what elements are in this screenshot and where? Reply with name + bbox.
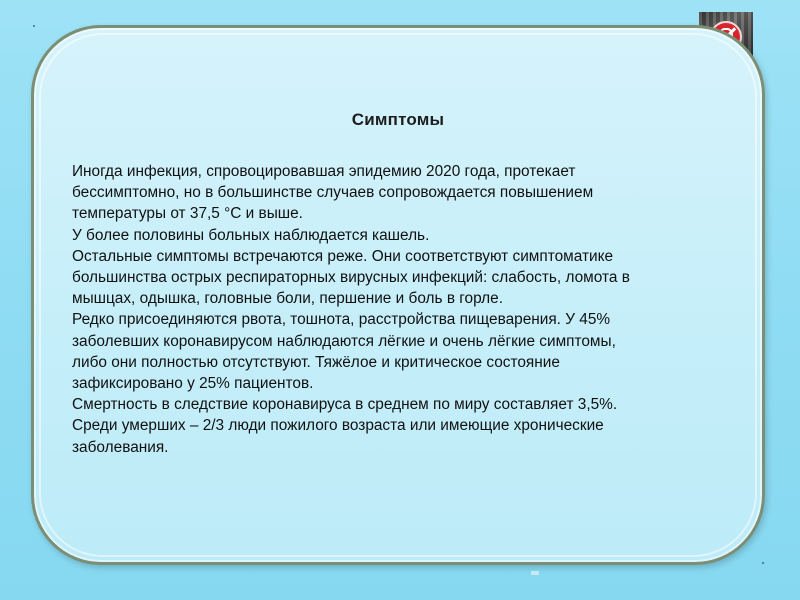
text-line: Смертность в следствие коронавируса в среднем по миру составляет 3,5%. [72, 396, 618, 414]
decorative-mark [531, 571, 539, 575]
text-line: Среди умерших – 2/3 люди пожилого возраста или имеющие хронические [72, 417, 604, 435]
symptoms-text [72, 161, 732, 458]
text-line: заболевания. [72, 438, 169, 456]
slide-title: Симптомы [351, 110, 445, 129]
text-line: заболевших коронавирусом наблюдаются лёгкие и очень лёгкие симптомы, [72, 332, 616, 350]
text-line: зафиксировано у 25% пациентов. [72, 375, 314, 393]
text-line: мышцах, одышка, головные боли, першение и боль в горле. [72, 290, 503, 308]
text-line: температуры от 37,5 °C и выше. [72, 205, 303, 223]
decorative-dot [762, 562, 764, 564]
text-line: Редко присоединяются рвота, тошнота, расстройства пищеварения. У 45% [72, 311, 611, 329]
text-line: бессимптомно, но в большинстве случаев сопровождается повышением [72, 184, 594, 202]
text-line: У более половины больных наблюдается кашель. [72, 226, 430, 244]
decorative-dot [33, 25, 35, 27]
text-line: большинства острых респираторных вирусных инфекций: слабость, ломота в [72, 269, 630, 287]
content-card [31, 25, 765, 565]
text-line: Остальные симптомы встречаются реже. Они соответствуют симптоматике [72, 247, 614, 265]
text-line: либо они полностью отсутствуют. Тяжёлое и критическое состояние [72, 353, 560, 371]
text-line: Иногда инфекция, спровоцировавшая эпидемию 2020 года, протекает [72, 163, 576, 180]
